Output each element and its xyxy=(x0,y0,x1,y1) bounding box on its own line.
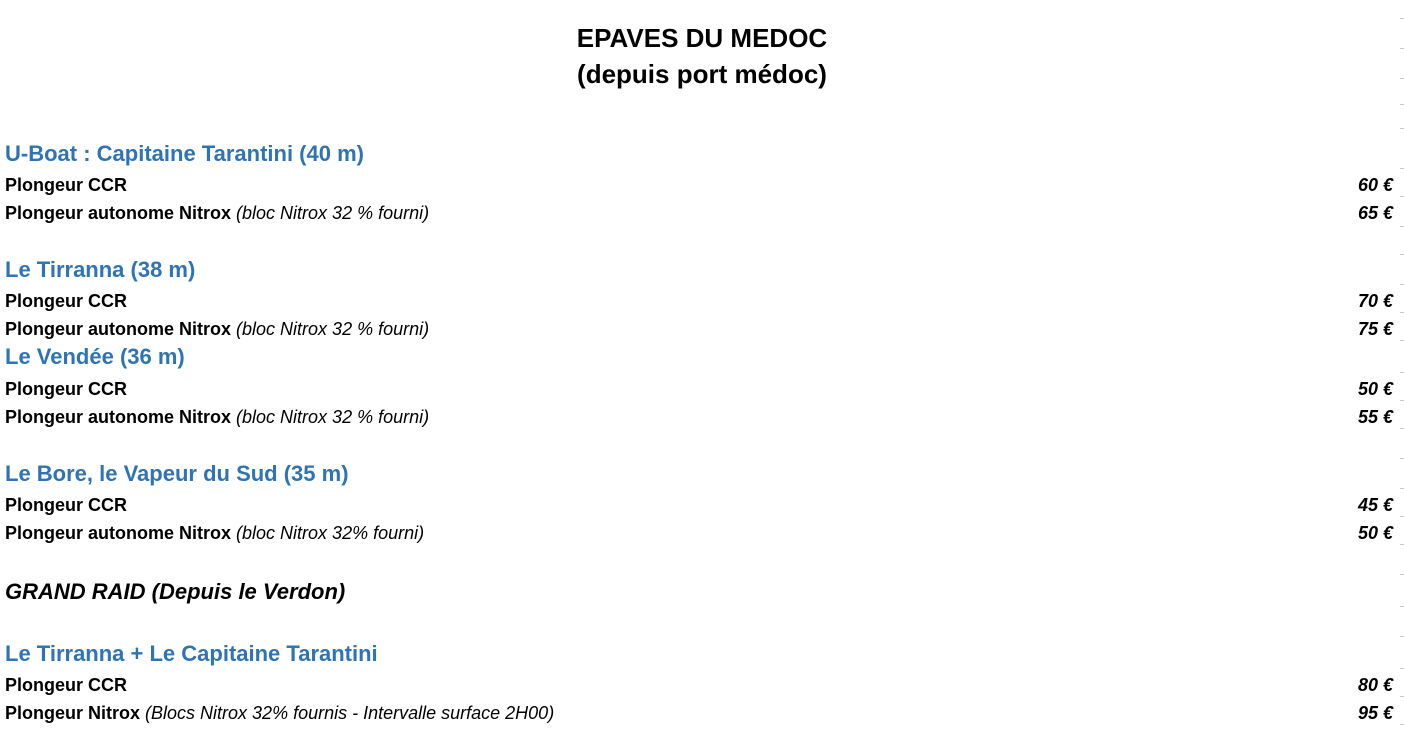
gridline-tick xyxy=(1400,516,1404,517)
row-price: 45 € xyxy=(1357,495,1393,515)
row-label: Plongeur CCR xyxy=(5,675,128,695)
section-title-vendee: Le Vendée (36 m) xyxy=(5,344,185,369)
row-price: 80 € xyxy=(1357,675,1393,695)
row-note: (bloc Nitrox 32 % fourni) xyxy=(236,319,430,339)
page-title: EPAVES DU MEDOC xyxy=(576,23,828,53)
price-row xyxy=(5,317,1393,341)
gridline-tick xyxy=(1400,226,1404,227)
gridline-tick xyxy=(1400,606,1404,607)
row-price: 95 € xyxy=(1357,703,1393,723)
page-subtitle: (depuis port médoc) xyxy=(577,59,827,89)
gridline-tick xyxy=(1400,488,1404,489)
price-row xyxy=(5,405,1393,429)
row-label: Plongeur autonome Nitrox (bloc Nitrox 32 % fourni) xyxy=(5,407,430,427)
price-row xyxy=(5,701,1393,725)
gridline-tick xyxy=(1400,340,1404,341)
row-note: (Blocs Nitrox 32% fournis - Intervalle surface 2H00) xyxy=(145,703,555,723)
gridline-tick xyxy=(1400,128,1404,129)
section-title-raid: Le Tirranna + Le Capitaine Tarantini xyxy=(5,641,378,666)
price-row xyxy=(5,377,1393,401)
gridline-tick xyxy=(1400,78,1404,79)
gridline-tick xyxy=(1400,544,1404,545)
row-note: (bloc Nitrox 32% fourni) xyxy=(236,523,425,543)
gridline-tick xyxy=(1400,254,1404,255)
section-title-bore: Le Bore, le Vapeur du Sud (35 m) xyxy=(5,461,349,486)
grand-raid-title: GRAND RAID (Depuis le Verdon) xyxy=(5,579,346,604)
price-row xyxy=(5,521,1393,545)
price-row xyxy=(5,673,1393,697)
gridline-tick xyxy=(1400,372,1404,373)
gridline-tick xyxy=(1400,668,1404,669)
gridline-tick xyxy=(1400,574,1404,575)
row-label: Plongeur autonome Nitrox (bloc Nitrox 32 % fourni) xyxy=(5,319,430,339)
gridline-tick xyxy=(1400,168,1404,169)
gridline-tick xyxy=(1400,428,1404,429)
price-row xyxy=(5,173,1393,197)
row-price: 60 € xyxy=(1357,175,1393,195)
gridline-tick xyxy=(1400,636,1404,637)
gridline-tick xyxy=(1400,400,1404,401)
gridline-tick xyxy=(1400,284,1404,285)
price-row xyxy=(5,289,1393,313)
section-title-uboat: U-Boat : Capitaine Tarantini (40 m) xyxy=(5,141,364,166)
section-title-tirranna: Le Tirranna (38 m) xyxy=(5,257,196,282)
row-price: 50 € xyxy=(1357,379,1393,399)
price-row xyxy=(5,493,1393,517)
row-price: 75 € xyxy=(1357,319,1393,339)
row-price: 50 € xyxy=(1357,523,1393,543)
row-label: Plongeur Nitrox (Blocs Nitrox 32% fournis - Intervalle surface 2H00) xyxy=(5,703,555,723)
gridline-tick xyxy=(1400,196,1404,197)
row-label: Plongeur CCR xyxy=(5,175,128,195)
row-label: Plongeur CCR xyxy=(5,379,128,399)
row-note: (bloc Nitrox 32 % fourni) xyxy=(236,407,430,427)
row-note: (bloc Nitrox 32 % fourni) xyxy=(236,203,430,223)
price-row xyxy=(5,201,1393,225)
row-label: Plongeur CCR xyxy=(5,291,128,311)
gridline-tick xyxy=(1400,48,1404,49)
row-label: Plongeur CCR xyxy=(5,495,128,515)
row-price: 65 € xyxy=(1357,203,1393,223)
gridline-tick xyxy=(1400,724,1404,725)
row-label: Plongeur autonome Nitrox (bloc Nitrox 32% fourni) xyxy=(5,523,425,543)
row-label: Plongeur autonome Nitrox (bloc Nitrox 32 % fourni) xyxy=(5,203,430,223)
gridline-tick xyxy=(1400,696,1404,697)
row-price: 55 € xyxy=(1357,407,1393,427)
row-price: 70 € xyxy=(1357,291,1393,311)
gridline-tick xyxy=(1400,458,1404,459)
gridline-tick xyxy=(1400,18,1404,19)
gridline-tick xyxy=(1400,312,1404,313)
gridline-tick xyxy=(1400,104,1404,105)
